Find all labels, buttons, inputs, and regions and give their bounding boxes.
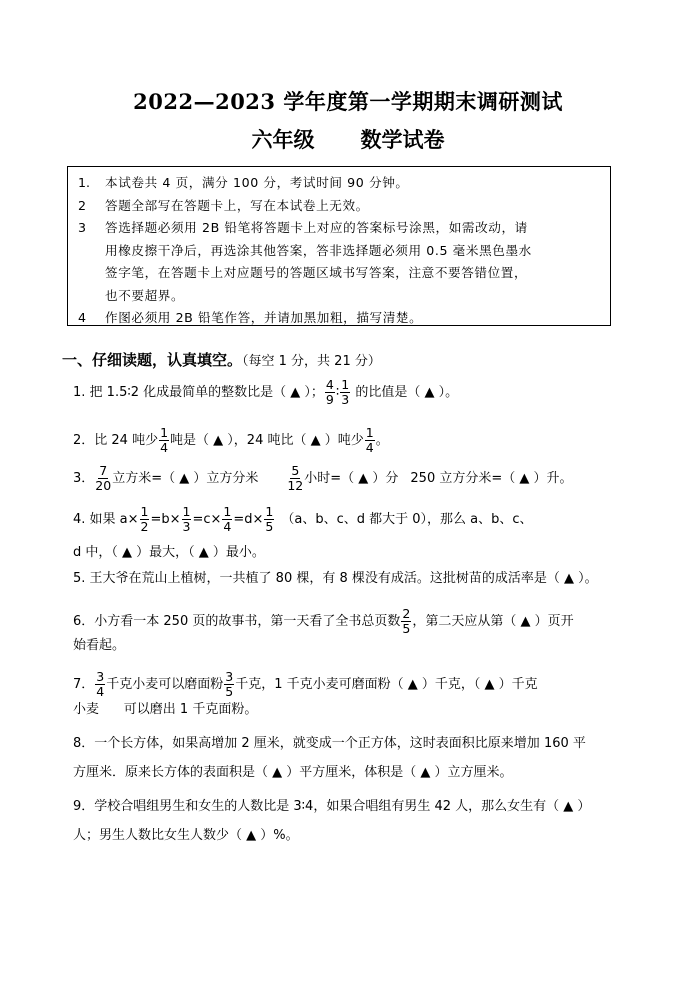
exam-subtitle [0, 124, 696, 154]
question-7-line2: 小麦 可以磨出 1 千克面粉。 [73, 702, 258, 717]
question-6-line2: 始看起。 [73, 638, 126, 653]
question-4-line2: d 中，（ ▲ ）最大，（ ▲ ）最小。 [73, 545, 265, 560]
instruction-item: 1. 本试卷共 4 页，满分 100 分，考试时间 90 分钟。 [78, 175, 409, 190]
question-5: 5. 王大爷在荒山上植树，一共植了 80 棵，有 8 棵没有成活。这批树苗的成活率是（ ▲ ）。 [73, 571, 598, 586]
question-3: 3． $\frac{7}{20}$ 立方米=（ ▲ ）立方分米 $\frac{5}{12}$ 小时=（ ▲ ）分 250 立方分米=（ ▲ ）升。 [73, 463, 573, 493]
instruction-item: 3 答选择题必须用 2B 铅笔将答题卡上对应的答案标号涂黑，如需改动，请 [78, 220, 528, 235]
question-2: 2．比 24 吨少 $\frac{1}{4}$ 吨是（ ▲ ），24 吨比（ ▲ ）吨少 $\frac{1}{4}$ 。 [73, 425, 389, 455]
question-9-line2: 人；男生人数比女生人数少（ ▲ ）%。 [73, 828, 299, 843]
instruction-item: 4 作图必须用 2B 铅笔作答，并请加黑加粗，描写清楚。 [78, 310, 423, 325]
grade-label: 六年级 [251, 127, 315, 152]
question-1: 1. 把 1.5∶2 化成最简单的整数比是（ ▲ ）； $\frac{4}{9}$ ∶ $\frac{1}{3}$ 的比值是（ ▲ ）。 [73, 377, 459, 407]
question-7: 7． $\frac{3}{4}$ 千克小麦可以磨面粉 $\frac{3}{5}$ 千克，1 千克小麦可磨面粉（ ▲ ）千克，（ ▲ ）千克 [73, 669, 538, 699]
instructions-box: 1. 本试卷共 4 页，满分 100 分，考试时间 90 分钟。 2 答题全部写在答题卡上，写在本试卷上无效。 3 答选择题必须用 2B 铅笔将答题卡上对应的答案标号涂黑，如需改动，请 用橡皮擦干净后，再选涂其他答案，答非选择题必须用 0.5 毫米黑色墨水 签字笔，在答题卡上对应题号的答题区域书写答案，注意不要答错位置， 也不要超界。 4 作图必须用 2B 铅笔作答，并请加黑加粗，描写清楚。 [67, 166, 611, 326]
question-8-line2: 方厘米．原来长方体的表面积是（ ▲ ）平方厘米，体积是（ ▲ ）立方厘米。 [73, 765, 513, 780]
exam-title: 2022—2023 学年度第一学期期末调研测试 [133, 89, 563, 114]
subject-label: 数学试卷 [360, 127, 445, 152]
section-heading: 一、仔细读题，认真填空。（每空 1 分，共 21 分） [62, 351, 381, 369]
question-8: 8．一个长方体，如果高增加 2 厘米，就变成一个正方体，这时表面积比原来增加 160 平 [73, 736, 586, 751]
instruction-item: 2 答题全部写在答题卡上，写在本试卷上无效。 [78, 197, 369, 213]
question-4: 4. 如果 a× $\frac{1}{2}$ =b× $\frac{1}{3}$ =c× $\frac{1}{4}$ =d× $\frac{1}{5}$ （a、b、c、d 都大于 0），那么 a、b、c、 [73, 504, 533, 534]
question-6: 6．小方看一本 250 页的故事书，第一天看了全书总页数 $\frac{2}{5}$ ，第二天应从第（ ▲ ）页开 [73, 606, 574, 636]
question-9: 9．学校合唱组男生和女生的人数比是 3∶4，如果合唱组有男生 42 人，那么女生有（ ▲ ） [73, 799, 591, 814]
